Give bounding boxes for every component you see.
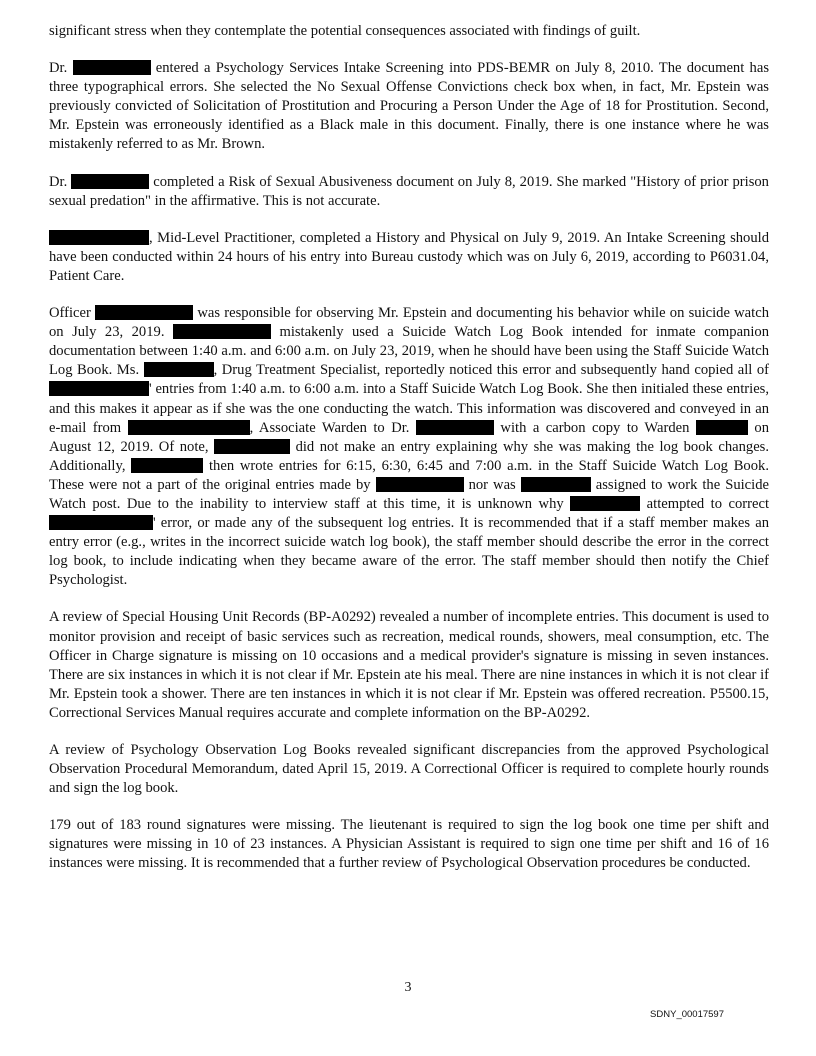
redaction-box xyxy=(416,420,494,435)
page-number: 3 xyxy=(404,980,412,995)
text-segment: ' entries from 1:40 a.m. to 6:00 a.m. into a Staff Suicide Watch Log Book. She then initialed these entries, and this makes it appear as if she was the one conducting the watch. This information was discovered and conveyed in an e-mail from xyxy=(49,381,769,436)
redaction-box xyxy=(71,174,149,189)
paragraph-5 xyxy=(49,304,769,590)
text-segment: mistakenly used a Suicide Watch Log Book intended for inmate companion documentation between 1:40 a.m. and 6:00 a.m. on July 23, 2019, when he should have been using the Staff Suicide Watch Log Book. Ms. xyxy=(49,324,769,379)
paragraph-8: 179 out of 183 round signatures were missing. The lieutenant is required to sign the log book one time per shift and signatures were missing in 10 of 23 instances. A Physician Assistant is required to sign one time per shift and 16 of 16 instances were missing. It is recommended that a further review of Psychological Observation procedures be conducted. xyxy=(49,817,769,872)
redaction-box xyxy=(131,458,203,473)
redaction-box xyxy=(95,305,193,320)
text-segment: did not make an entry explaining why she was making the log book changes. Additionally, xyxy=(49,438,769,474)
text-segment: completed a Risk of Sexual Abusiveness document on July 8, 2019. She marked "History of prior prison sexual predation" in the affirmative. This is not accurate. xyxy=(49,173,769,209)
bates-number: SDNY_00017597 xyxy=(650,1009,724,1020)
redaction-box xyxy=(214,439,290,454)
redaction-box xyxy=(49,381,149,396)
text-segment: , Associate Warden to Dr. xyxy=(249,419,410,436)
redaction-box xyxy=(144,362,214,377)
redaction-box xyxy=(570,496,640,511)
text-segment: was responsible for observing Mr. Epstein and documenting his behavior while on suicide watch on July 23, 2019. xyxy=(49,305,769,341)
redaction-box xyxy=(73,60,151,75)
redaction-box xyxy=(49,230,149,245)
paragraph-3 xyxy=(49,173,769,211)
text-segment: on August 12, 2019. Of note, xyxy=(49,419,769,455)
text-segment: ' error, or made any of the subsequent log entries. It is recommended that if a staff member makes an entry error (e.g., writes in the incorrect suicide watch log book), the staff member should describe the error in the correct log book, to include indicating when they became aware of the error. The staff member should then notify the Chief Psychologist. xyxy=(49,515,769,589)
redaction-box xyxy=(696,420,748,435)
paragraph-6: A review of Special Housing Unit Records (BP-A0292) revealed a number of incomplete entries. This document is used to monitor provision and receipt of basic services such as recreation, medical rounds, showers, meal consumption, etc. The Officer in Charge signature is missing on 10 occasions and a medical provider's signature is missing in seven instances. There are six instances in which it is not clear if Mr. Epstein ate his meal. There are nine instances in which it is not clear if Mr. Epstein took a shower. There are ten instances in which it is not clear if Mr. Epstein was offered recreation. P5500.15, Correctional Services Manual requires accurate and complete information on the BP-A0292. xyxy=(49,609,769,721)
paragraph-2 xyxy=(49,59,769,154)
redaction-box xyxy=(173,324,271,339)
text-segment: attempted to correct xyxy=(646,495,770,512)
text-segment: assigned to work the Suicide Watch post. Due to the inability to interview staff at this time, it is unknown why xyxy=(49,476,769,512)
text-segment: with a carbon copy to Warden xyxy=(500,419,690,436)
text-segment: Officer xyxy=(49,305,91,322)
text-segment: , Mid-Level Practitioner, completed a History and Physical on July 9, 2019. An Intake Screening should have been conducted within 24 hours of his entry into Bureau custody which was on July 6, 2019, according to P6031.04, Patient Care. xyxy=(49,229,769,284)
redaction-box xyxy=(521,477,591,492)
paragraph-4 xyxy=(49,229,769,286)
document-body xyxy=(49,22,769,892)
text-segment: Dr. xyxy=(49,60,68,77)
paragraph-7: A review of Psychology Observation Log Books revealed significant discrepancies from the approved Psychological Observation Procedural Memorandum, dated April 15, 2019. A Correctional Officer is required to complete hourly rounds and sign the log book. xyxy=(49,742,769,797)
text-segment: then wrote entries for 6:15, 6:30, 6:45 and 7:00 a.m. in the Staff Suicide Watch Log Book. These were not a part of the original entries made by xyxy=(49,457,769,493)
text-segment: Dr. xyxy=(49,173,68,190)
text-segment: nor was xyxy=(468,476,516,493)
text-segment: entered a Psychology Services Intake Screening into PDS-BEMR on July 8, 2010. The document has three typographical errors. She selected the No Sexual Offense Convictions check box when, in fact, Mr. Epstein was previously convicted of Solicitation of Prostitution and Procuring a Person Under the Age of 18 for Prostitution. Second, Mr. Epstein was erroneously identified as a Black male in this document. Finally, there is one instance where he was mistakenly referred to as Mr. Brown. xyxy=(49,60,769,153)
paragraph-1: significant stress when they contemplate the potential consequences associated with findings of guilt. xyxy=(49,23,641,39)
text-segment: , Drug Treatment Specialist, reportedly noticed this error and subsequently hand copied all of xyxy=(213,362,769,379)
redaction-box xyxy=(128,420,250,435)
redaction-box xyxy=(49,515,153,530)
redaction-box xyxy=(376,477,464,492)
